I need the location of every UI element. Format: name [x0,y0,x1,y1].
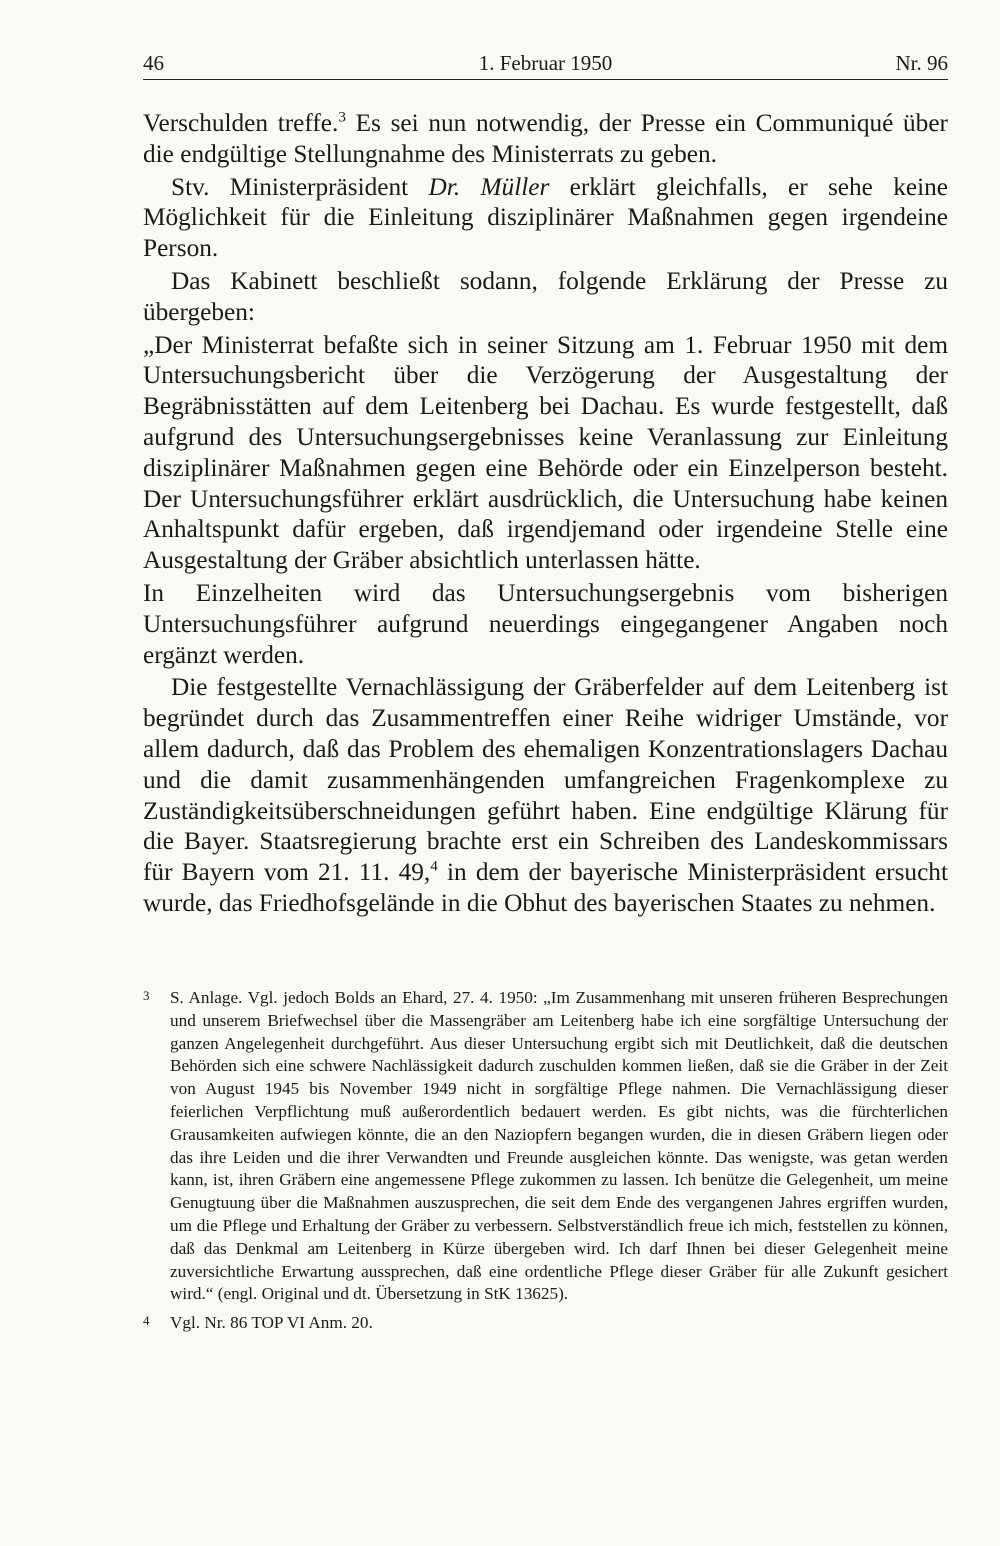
person-name: Dr. Müller [428,172,550,201]
main-text [143,108,948,919]
paragraph-text: Die festgestellte Vernachlässigung der Gräberfelder auf dem Leitenberg ist begründet durch das Zusammentreffen einer Reihe widriger Umstände, vor allem dadurch, daß das Problem des ehemaligen Konzentrationslagers Dachau und die damit zusammenhängenden umfangreichen Fragenkomplexe zu Zuständigkeitsüberschneidungen geführt haben. Eine endgültige Klärung für die Bayer. Staatsregierung brachte erst ein Schreiben des Landeskommissars für Bayern vom 21. 11. 49, [143,673,948,887]
paragraph-text: Es sei nun notwendig, der Presse ein Communiqué über die endgültige Stellungnahme des Ministerrats zu geben. [143,109,948,168]
press-statement-3 [143,672,948,918]
paragraph-text: Verschulden treffe. [143,109,339,137]
page-number: 46 [143,51,164,75]
footnote-ref-4[interactable]: 4 [430,857,438,875]
paragraph-text: in dem der bayerische Ministerpräsident ersucht wurde, das Friedhofsgelände in die Obhut des bayerischen Staates zu nehmen. [143,858,948,917]
footnote-text: S. Anlage. Vgl. jedoch Bolds an Ehard, 27. 4. 1950: „Im Zusammenhang mit unseren früheren Besprechungen und unserem Briefwechsel über die Massengräber am Leitenberg habe ich eine sorgfältige Untersuchung der ganzen Angelegenheit durchgeführt. Aus dieser Untersuchung ergibt sich mit Deutlichkeit, daß die deutschen Behörden sich eine schwere Nachlässigkeit dadurch zuschulden kommen ließen, daß sie die Gräber in der Zeit von August 1945 bis November 1949 nicht in sorgfältige Pflege nahmen. Die Vernachlässigung dieser feierlichen Verpflichtung muß außerordentlich bedauert werden. Es gibt nichts, was die fürchterlichen Grausamkeiten aufwiegen könnte, die an den Naziopfern begangen wurden, die in diesen Gräbern liegen oder das ihre Leiden und die ihrer Verwandten und Freunde ausgleichen könnte. Das wenigste, was getan werden kann, ist, ihren Gräbern eine angemessene Pflege zukommen zu lassen. Ich benütze die Gelegenheit, um meine Genugtuung über die Maßnahmen auszusprechen, die seit dem Ende des vergangenen Jahres ergriffen wurden, um die Pflege und Erhaltung der Gräber zu verbessern. Selbstverständlich freue ich mich, feststellen zu können, daß das Denkmal am Leitenberg in Kürze übergeben wird. Ich darf Ihnen bei dieser Gelegenheit meine zuversichtliche Erwartung aussprechen, daß eine ordentliche Pflege dieser Gräber für alle Zukunft gesichert wird.“ (engl. Original und dt. Übersetzung in StK 13625). [170,988,948,1304]
footnote-ref-3[interactable]: 3 [338,108,346,126]
paragraph-text: erklärt gleichfalls, er sehe keine Möglichkeit für die Einleitung disziplinärer Maßnahmen gegen irgendeine Person. [143,172,948,263]
footnote-number: 3 [143,988,150,1003]
document-number: Nr. 96 [895,51,948,75]
footnotes [143,987,948,1335]
running-header [143,48,948,78]
footnote-3 [143,987,948,1306]
press-statement-2: In Einzelheiten wird das Untersuchungsergebnis vom bisherigen Untersuchungsführer aufgrund neuerdings eingegangener Angaben noch ergänzt werden. [143,578,948,669]
paragraph-continuation [143,108,948,170]
header-date: 1. Februar 1950 [478,51,613,75]
footnote-4 [143,1312,948,1335]
paragraph-text: Stv. Ministerpräsident [171,172,429,201]
press-statement-1: „Der Ministerrat befaßte sich in seiner Sitzung am 1. Februar 1950 mit dem Untersuchungsbericht über die Verzögerung der Ausgestaltung der Begräbnisstätten auf dem Leitenberg bei Dachau. Es wurde festgestellt, daß aufgrund des Untersuchungsergebnisses keine Veranlassung zur Einleitung disziplinärer Maßnahmen gegen eine Behörde oder ein Einzelperson besteht. Der Untersuchungsführer erklärt ausdrücklich, die Untersuchung habe keinen Anhaltspunkt dafür ergeben, daß irgendjemand oder irgendeine Stelle eine Ausgestaltung der Gräber absichtlich unterlassen hätte. [143,330,948,575]
paragraph-decision: Das Kabinett beschließt sodann, folgende Erklärung der Presse zu übergeben: [143,266,948,326]
footnote-number: 4 [143,1313,150,1329]
footnote-text: Vgl. Nr. 86 TOP VI Anm. 20. [170,1313,373,1333]
paragraph-mueller [143,172,948,264]
header-rule [143,79,948,80]
